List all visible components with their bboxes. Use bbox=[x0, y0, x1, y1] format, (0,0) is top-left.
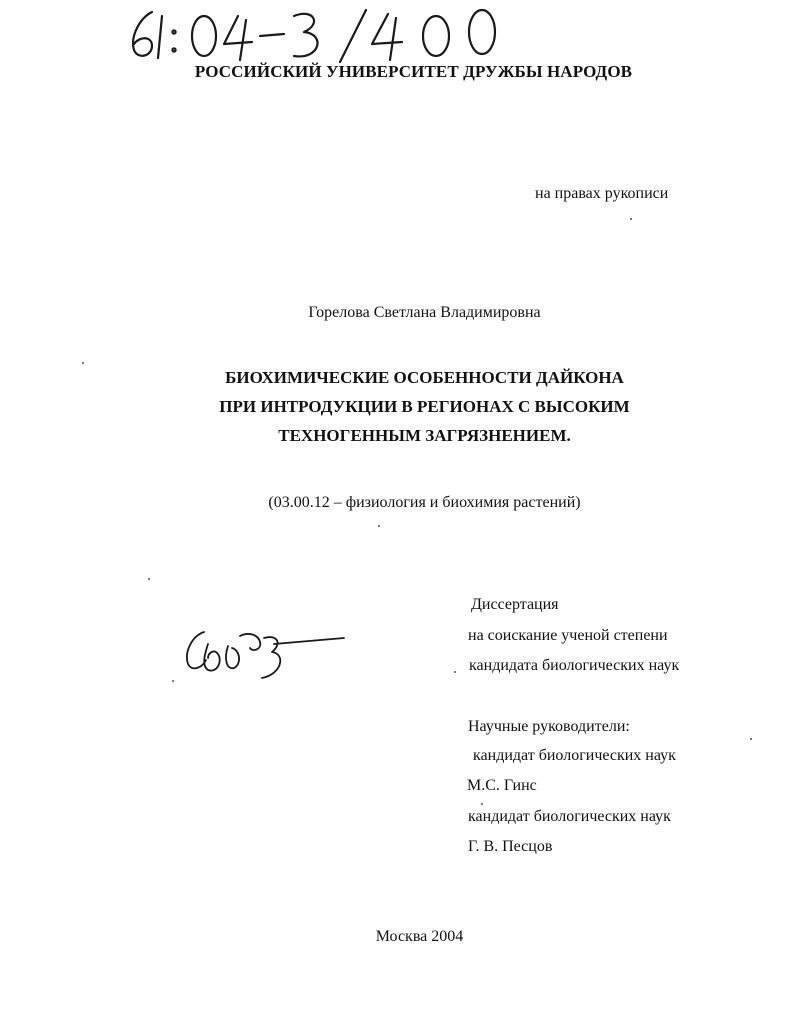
supervisor-2-name: Г. В. Песцов bbox=[468, 838, 553, 855]
supervisor-2-degree: кандидат биологических наук bbox=[468, 808, 671, 825]
rights-note: на правах рукописи bbox=[535, 185, 669, 202]
supervisor-1-degree: кандидат биологических наук bbox=[473, 747, 676, 764]
handwritten-archive-number bbox=[118, 2, 518, 64]
degree-line-3: кандидата биологических наук bbox=[469, 657, 680, 674]
dissertation-title bbox=[0, 363, 799, 450]
degree-line-2: на соискание ученой степени bbox=[468, 627, 668, 644]
scan-speck bbox=[82, 362, 84, 364]
supervisors-heading: Научные руководители: bbox=[468, 718, 630, 735]
scan-speck bbox=[750, 738, 752, 740]
supervisor-1-name: М.С. Гинс bbox=[467, 777, 537, 794]
city-year: Москва 2004 bbox=[375, 928, 464, 945]
university-name: РОССИЙСКИЙ УНИВЕРСИТЕТ ДРУЖБЫ НАРОДОВ bbox=[194, 62, 633, 81]
scan-speck bbox=[378, 525, 380, 527]
scan-speck bbox=[630, 218, 632, 220]
scan-speck bbox=[172, 680, 174, 682]
title-line-3: ТЕХНОГЕННЫМ ЗАГРЯЗНЕНИЕМ. bbox=[278, 426, 571, 445]
title-line-1: БИОХИМИЧЕСКИЕ ОСОБЕННОСТИ ДАЙКОНА bbox=[225, 368, 624, 387]
title-line-2: ПРИ ИНТРОДУКЦИИ В РЕГИОНАХ С ВЫСОКИМ bbox=[219, 397, 630, 416]
specialty-code: (03.00.12 – физиология и биохимия растений) bbox=[268, 494, 581, 511]
scan-speck bbox=[148, 578, 150, 580]
author-name: Горелова Светлана Владимировна bbox=[308, 304, 541, 321]
scan-speck bbox=[481, 803, 483, 805]
scan-speck bbox=[454, 671, 456, 673]
signature bbox=[178, 622, 348, 680]
degree-line-1: Диссертация bbox=[471, 596, 559, 613]
